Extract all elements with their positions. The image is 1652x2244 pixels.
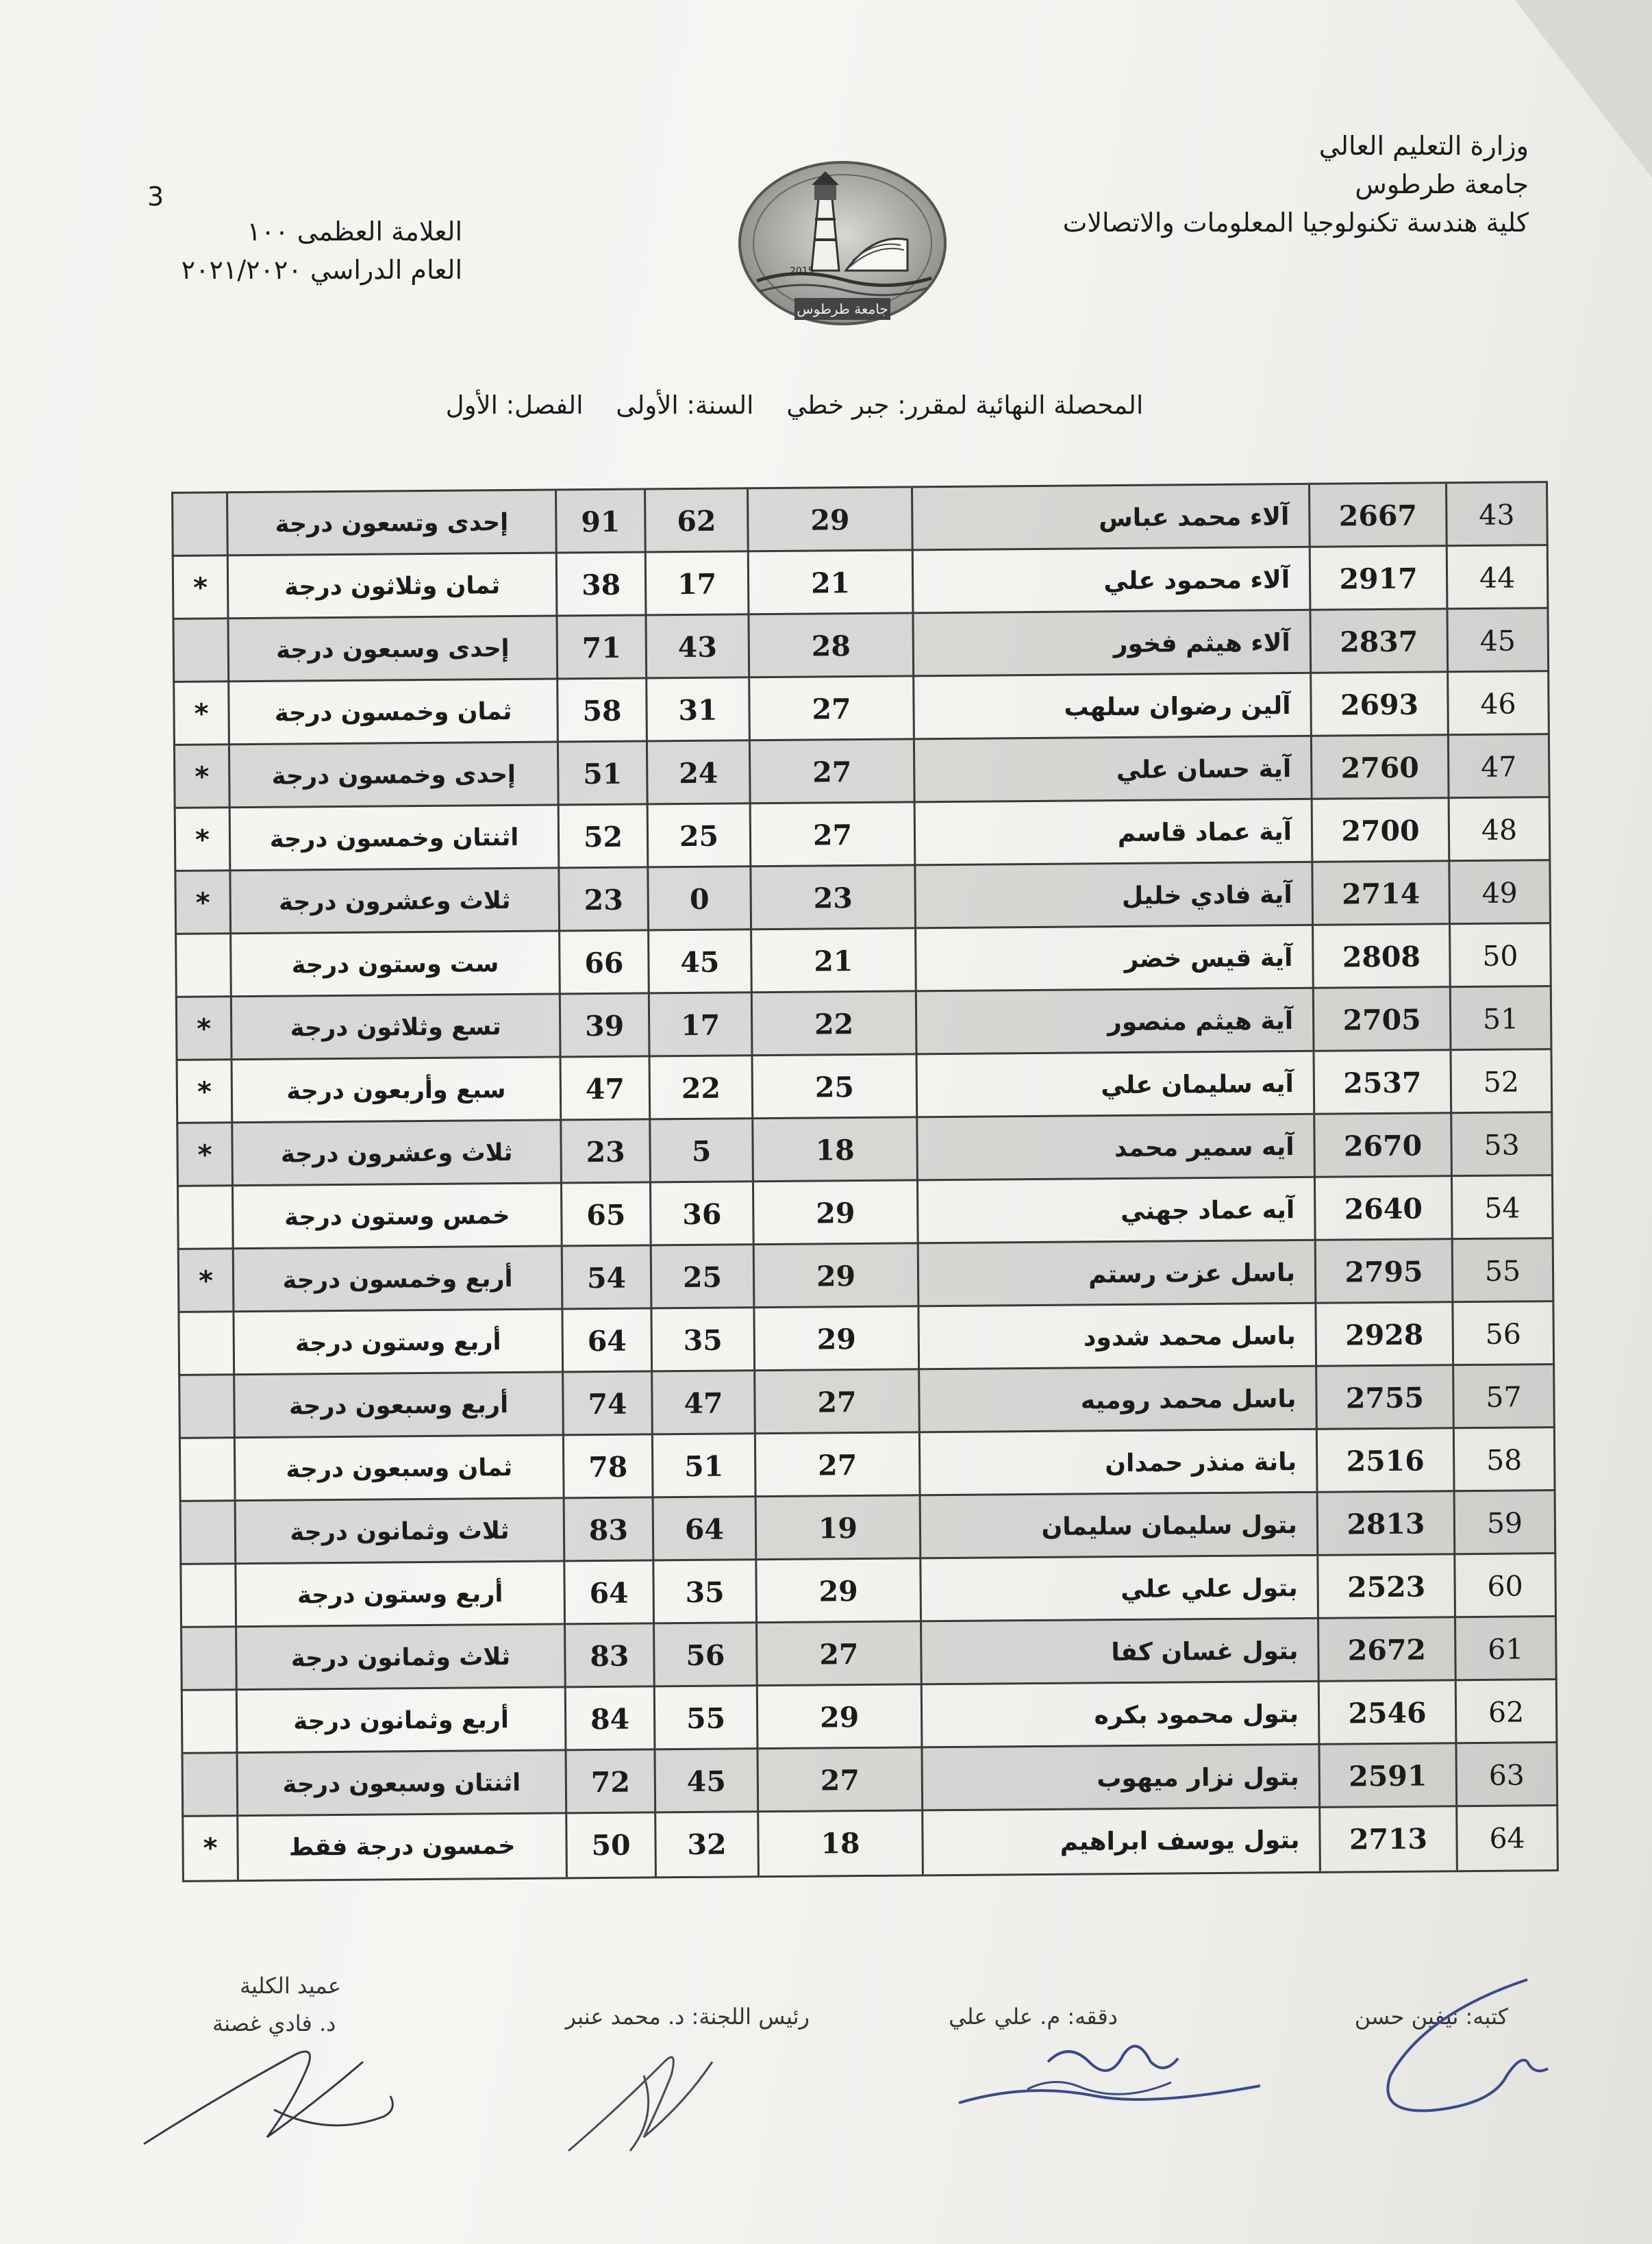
practical-mark: 27 [753, 1370, 918, 1434]
student-name: آيه سليمان علي [916, 1052, 1314, 1119]
total-mark: 66 [558, 931, 648, 995]
practical-mark: 29 [753, 1244, 918, 1308]
dean-signature-mark [137, 2034, 425, 2171]
student-name: بتول محمود بكره [921, 1682, 1318, 1749]
theory-mark: 0 [647, 867, 750, 931]
theory-mark: 36 [649, 1182, 753, 1246]
fail-marker [177, 1312, 233, 1376]
lighthouse-book-logo-icon [729, 158, 955, 349]
total-mark: 50 [565, 1813, 655, 1877]
total-in-words: خمس وستون درجة [231, 1184, 561, 1249]
total-in-words: ثلاث وعشرون درجة [231, 1121, 560, 1186]
total-mark: 91 [555, 490, 644, 553]
total-in-words: أربع وخمسون درجة [232, 1247, 562, 1312]
theory-mark: 24 [646, 741, 749, 805]
exam-info [147, 212, 462, 289]
committee-head-signature-mark [562, 2034, 726, 2171]
row-number: 62 [1455, 1680, 1558, 1744]
row-number: 63 [1455, 1743, 1558, 1807]
student-id: 2808 [1312, 925, 1449, 989]
row-number: 43 [1445, 483, 1549, 547]
fail-marker [179, 1564, 235, 1628]
total-mark: 83 [564, 1624, 653, 1688]
total-in-words: اثنتان وخمسون درجة [229, 806, 558, 871]
practical-mark: 27 [748, 677, 913, 741]
theory-mark: 43 [644, 615, 748, 679]
practical-mark: 18 [757, 1811, 922, 1875]
student-name: باسل عزت رستم [917, 1241, 1315, 1308]
total-mark: 54 [561, 1246, 651, 1310]
row-number: 48 [1448, 798, 1551, 862]
total-in-words: ثمان وثلاثون درجة [227, 553, 556, 619]
student-id: 2546 [1318, 1681, 1455, 1745]
writer-signature-label: كتبه: نيفين حسن [1354, 2004, 1508, 2030]
student-id: 2591 [1318, 1744, 1455, 1808]
row-number: 54 [1451, 1176, 1554, 1240]
checker-signature-label: دققه: م. علي علي [949, 2004, 1118, 2030]
student-id: 2713 [1318, 1807, 1456, 1871]
row-number: 44 [1446, 546, 1549, 610]
total-mark: 83 [563, 1498, 653, 1562]
student-name: بتول غسان كفا [920, 1619, 1318, 1686]
fail-marker: * [182, 1817, 237, 1880]
practical-mark: 21 [747, 551, 912, 615]
total-mark: 38 [555, 553, 645, 616]
total-mark: 58 [556, 679, 646, 743]
student-name: باسل محمد شدود [917, 1304, 1315, 1371]
student-id: 2640 [1314, 1177, 1451, 1241]
total-mark: 39 [559, 994, 649, 1058]
theory-mark: 55 [653, 1686, 757, 1750]
row-number: 56 [1451, 1302, 1555, 1366]
fail-marker [179, 1438, 234, 1502]
row-number: 51 [1449, 987, 1553, 1051]
theory-mark: 17 [644, 552, 748, 616]
checker-signature-mark [945, 2021, 1274, 2144]
writer-signature-mark [1301, 1973, 1562, 2137]
student-id: 2523 [1316, 1555, 1454, 1619]
total-mark: 84 [564, 1687, 654, 1751]
student-id: 2667 [1308, 484, 1446, 548]
practical-mark: 22 [751, 992, 916, 1056]
practical-mark: 27 [755, 1622, 921, 1686]
fail-marker [179, 1501, 235, 1565]
practical-mark: 25 [751, 1055, 916, 1119]
student-name: آلاء محمد عباس [911, 485, 1309, 551]
student-name: باسل محمد روميه [918, 1367, 1316, 1434]
student-name: بتول يوسف ابراهيم [921, 1808, 1319, 1875]
practical-mark: 27 [749, 803, 914, 867]
dean-name: د. فادي غصنة [212, 2010, 336, 2036]
row-number: 64 [1455, 1806, 1559, 1870]
logo-year: 2015 [790, 266, 814, 277]
practical-mark: 27 [754, 1433, 919, 1497]
study-year: السنة: الأولى [616, 390, 754, 420]
theory-mark: 35 [650, 1308, 753, 1372]
student-id: 2837 [1309, 610, 1447, 674]
practical-mark: 29 [752, 1181, 917, 1245]
total-in-words: إحدى وسبعون درجة [227, 616, 556, 682]
fail-marker [178, 1375, 234, 1439]
theory-mark: 45 [653, 1749, 757, 1813]
total-in-words: ثمان وخمسون درجة [227, 680, 557, 745]
table-row [182, 1804, 1559, 1882]
theory-mark: 5 [649, 1119, 752, 1183]
practical-mark: 29 [747, 488, 912, 552]
theory-mark: 25 [647, 804, 750, 868]
total-in-words: ثمان وسبعون درجة [234, 1436, 563, 1501]
practical-mark: 18 [751, 1118, 916, 1182]
fail-marker: * [175, 997, 231, 1061]
fail-marker: * [174, 871, 229, 935]
student-id: 2813 [1316, 1492, 1454, 1556]
student-name: آلاء هيثم فخور [912, 611, 1310, 677]
student-id: 2537 [1313, 1051, 1451, 1115]
row-number: 61 [1454, 1617, 1557, 1681]
student-name: بتول سليمان سليمان [919, 1493, 1317, 1560]
practical-mark: 23 [749, 866, 914, 930]
theory-mark: 35 [652, 1560, 755, 1624]
theory-mark: 47 [651, 1371, 754, 1435]
student-name: آية هيثم منصور [915, 989, 1313, 1056]
student-name: آيه عماد جهني [916, 1178, 1314, 1245]
total-in-words: أربع وستون درجة [232, 1310, 562, 1375]
fail-marker: * [173, 745, 229, 809]
total-mark: 74 [562, 1372, 651, 1436]
grades-table [171, 481, 1559, 1930]
practical-mark: 28 [747, 614, 912, 678]
theory-mark: 32 [654, 1812, 758, 1876]
fail-marker: * [172, 556, 227, 620]
student-id: 2928 [1314, 1303, 1452, 1367]
student-name: آيه سمير محمد [916, 1115, 1314, 1182]
row-number: 60 [1453, 1554, 1557, 1618]
row-number: 45 [1446, 609, 1549, 673]
fail-marker [177, 1186, 232, 1250]
fail-marker [175, 934, 230, 998]
practical-mark: 21 [750, 929, 915, 993]
total-in-words: ثلاث وثمانون درجة [235, 1625, 564, 1691]
fail-marker: * [177, 1249, 233, 1313]
row-number: 55 [1451, 1239, 1555, 1303]
page-number: 3 [147, 182, 164, 212]
ministry-name: وزارة التعليم العالي [1318, 131, 1529, 161]
student-id: 2693 [1310, 673, 1447, 737]
student-id: 2795 [1314, 1240, 1452, 1304]
theory-mark: 25 [650, 1245, 753, 1309]
theory-mark: 22 [649, 1056, 752, 1120]
fail-marker [180, 1628, 236, 1691]
total-in-words: ثلاث وعشرون درجة [229, 869, 558, 934]
fail-marker: * [176, 1123, 231, 1187]
row-number: 53 [1450, 1113, 1553, 1177]
theory-mark: 56 [653, 1623, 756, 1687]
theory-mark: 17 [648, 993, 751, 1057]
practical-mark: 27 [756, 1748, 921, 1812]
theory-mark: 51 [651, 1434, 755, 1498]
total-in-words: ثلاث وثمانون درجة [234, 1499, 564, 1564]
semester: الفصل: الأول [445, 390, 584, 420]
student-id: 2755 [1315, 1366, 1453, 1430]
practical-mark: 19 [755, 1496, 920, 1560]
row-number: 50 [1449, 924, 1552, 988]
total-in-words: أربع وسبعون درجة [233, 1373, 562, 1438]
fail-marker: * [174, 808, 229, 872]
total-in-words: أربع وثمانون درجة [236, 1688, 565, 1754]
practical-mark: 27 [749, 740, 914, 804]
university-name: جامعة طرطوس [1355, 169, 1529, 199]
student-name: آية حسان علي [913, 737, 1311, 803]
total-in-words: أربع وستون درجة [234, 1562, 564, 1628]
row-number: 46 [1447, 672, 1550, 736]
theory-mark: 64 [652, 1497, 755, 1561]
committee-head-label: رئيس اللجنة: د. محمد عنبر [565, 2004, 810, 2030]
total-in-words: اثنتان وسبعون درجة [236, 1751, 566, 1817]
student-name: آلاء محمود علي [912, 548, 1310, 614]
total-in-words: ست وستون درجة [229, 932, 559, 997]
total-mark: 52 [558, 805, 647, 869]
logo-name: جامعة طرطوس [797, 301, 888, 317]
row-number: 57 [1452, 1365, 1555, 1429]
student-id: 2516 [1316, 1429, 1453, 1493]
theory-mark: 45 [647, 930, 751, 994]
total-in-words: خمسون درجة فقط [236, 1814, 566, 1880]
total-mark: 64 [563, 1561, 653, 1625]
dean-title: عميد الكلية [240, 1973, 341, 1999]
row-number: 59 [1453, 1491, 1557, 1555]
practical-mark: 29 [756, 1685, 921, 1749]
student-name: آية عماد قاسم [914, 800, 1312, 867]
fail-marker: * [176, 1060, 231, 1124]
student-id: 2760 [1310, 736, 1448, 800]
student-id: 2705 [1312, 988, 1450, 1052]
student-name: بتول علي علي [919, 1556, 1317, 1623]
student-name: بتول نزار ميهوب [921, 1745, 1318, 1812]
total-in-words: إحدى وتسعون درجة [226, 490, 555, 556]
fail-marker [172, 619, 227, 683]
total-mark: 23 [560, 1120, 649, 1184]
row-number: 49 [1448, 861, 1551, 925]
row-number: 58 [1453, 1428, 1556, 1492]
row-number: 52 [1450, 1050, 1553, 1114]
course-title: المحصلة النهائية لمقرر: جبر خطي [786, 390, 1144, 420]
total-mark: 23 [558, 868, 647, 932]
total-mark: 65 [560, 1183, 650, 1247]
subject-line [384, 390, 1205, 420]
fail-marker [181, 1691, 236, 1754]
student-id: 2917 [1309, 547, 1447, 611]
total-mark: 78 [562, 1435, 652, 1499]
faculty-name: كلية هندسة تكنولوجيا المعلومات والاتصالات [1062, 208, 1529, 238]
max-mark: العلامة العظمى ١٠٠ [247, 216, 462, 247]
row-number: 47 [1447, 735, 1551, 799]
student-name: آية قيس خضر [914, 926, 1312, 993]
student-name: بانة منذر حمدان [918, 1430, 1316, 1497]
academic-year: العام الدراسي ٢٠٢١/٢٠٢٠ [181, 255, 462, 285]
total-in-words: سبع وأربعون درجة [231, 1058, 560, 1123]
institution-header [912, 127, 1529, 242]
total-mark: 64 [561, 1309, 651, 1373]
fail-marker [182, 1754, 237, 1817]
fail-marker [171, 493, 227, 557]
total-in-words: تسع وثلاثون درجة [230, 995, 560, 1060]
student-name: آلين رضوان سلهب [912, 674, 1310, 740]
theory-mark: 62 [644, 489, 747, 553]
page-fold [1515, 0, 1652, 178]
practical-mark: 29 [755, 1559, 920, 1623]
total-mark: 72 [564, 1750, 654, 1814]
total-mark: 71 [555, 616, 645, 680]
student-id: 2700 [1311, 799, 1449, 863]
student-id: 2714 [1311, 862, 1449, 926]
practical-mark: 29 [753, 1307, 918, 1371]
theory-mark: 31 [645, 678, 749, 742]
total-mark: 47 [560, 1057, 649, 1121]
total-mark: 51 [557, 742, 647, 806]
student-id: 2670 [1313, 1114, 1451, 1178]
student-id: 2672 [1317, 1618, 1455, 1682]
student-name: آية فادي خليل [914, 863, 1312, 930]
total-in-words: إحدى وخمسون درجة [228, 743, 558, 808]
fail-marker: * [173, 682, 228, 746]
